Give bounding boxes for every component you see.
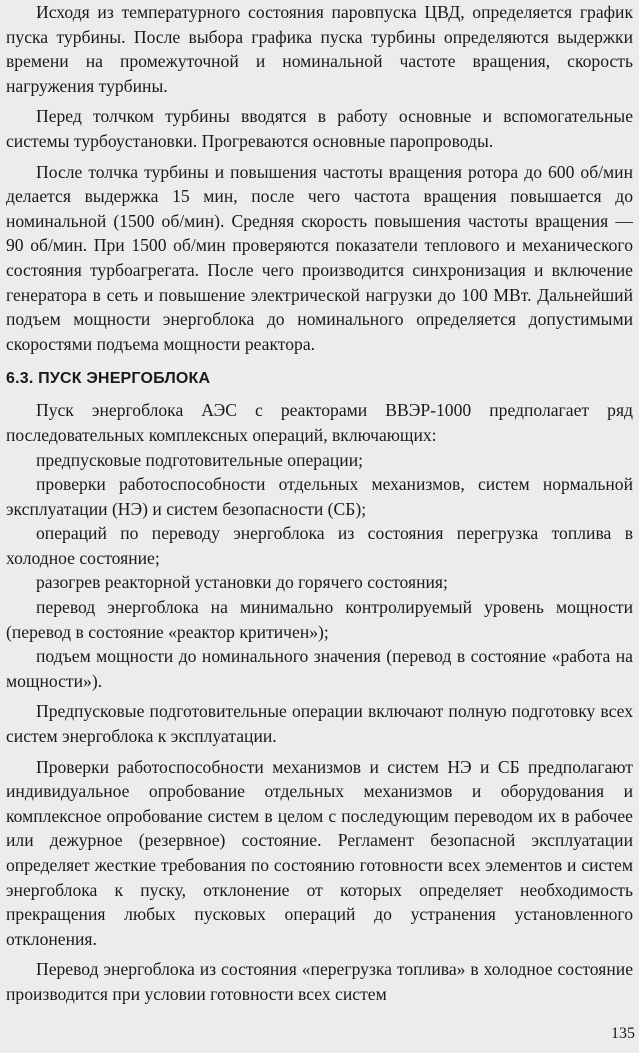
list-item: предпусковые подготовительные операции; (36, 449, 364, 470)
list-item: операций по переводу энергоблока из состояния перегрузка топлива в холодное состояние; (6, 523, 633, 568)
paragraph: Перед толчком турбины вводятся в работу основные и вспомогательные системы турбоустановки. Прогреваются основные паропроводы. (6, 106, 633, 151)
list-item: подъем мощности до номинального значения (перевод в состояние «работа на мощности»). (6, 646, 633, 691)
page-number: 135 (611, 1025, 635, 1042)
section-heading: 6.3. ПУСК ЭНЕРГОБЛОКА (6, 370, 211, 388)
intro-paragraph: Пуск энергоблока АЭС с реакторами ВВЭР-1000 предполагает ряд последовательных комплексных операций, включающих: (6, 400, 633, 445)
paragraph: Проверки работоспособности механизмов и систем НЭ и СБ предполагают индивидуальное опробование отдельных механизмов и оборудования и комплексное опробование систем в целом с последующим переводом их в рабочее или дежурное (резервное) состояние. Регламент безопасной эксплуатации определяет жесткие требования по состоянию готовности всех элементов и систем энергоблока к пуску, отклонение от которых определяет необходимость прекращения любых пусковых операций до устранения установленного отклонения. (6, 756, 633, 949)
paragraph: Предпусковые подготовительные операции включают полную подготовку всех систем энергоблока к эксплуатации. (6, 701, 633, 747)
list-item: перевод энергоблока на минимально контролируемый уровень мощности (перевод в состояние «реактор критичен»); (6, 597, 633, 642)
paragraph: После толчка турбины и повышения частоты вращения ротора до 600 об/мин делается выдержка 15 мин, после чего частота вращения повышается до номинальной (1500 об/мин). Средняя скорость повышения частоты вращения — 90 об/мин. При 1500 об/мин проверяются показатели теплового и механического состояния турбоагрегата. После чего производится синхронизация и включение генератора в сеть и повышение электрической нагрузки до 100 МВт. Дальнейший подъем мощности энергоблока до номинального определяется допустимыми скоростями подъема мощности реактора. (6, 161, 633, 354)
page-content (6, 0, 633, 1007)
paragraph: Перевод энергоблока из состояния «перегрузка топлива» в холодное состояние производится при условии готовности всех систем (6, 959, 633, 1004)
paragraph: Исходя из температурного состояния паровпуска ЦВД, определяется график пуска турбины. После выбора графика пуска турбины определяются выдержки времени на промежуточной и номинальной частоте вращения, скорость нагружения турбины. (6, 2, 633, 96)
list-item: разогрев реакторной установки до горячего состояния; (36, 572, 448, 593)
list-item: проверки работоспособности отдельных механизмов, систем нормальной эксплуатации (НЭ) и систем безопасности (СБ); (6, 474, 633, 519)
